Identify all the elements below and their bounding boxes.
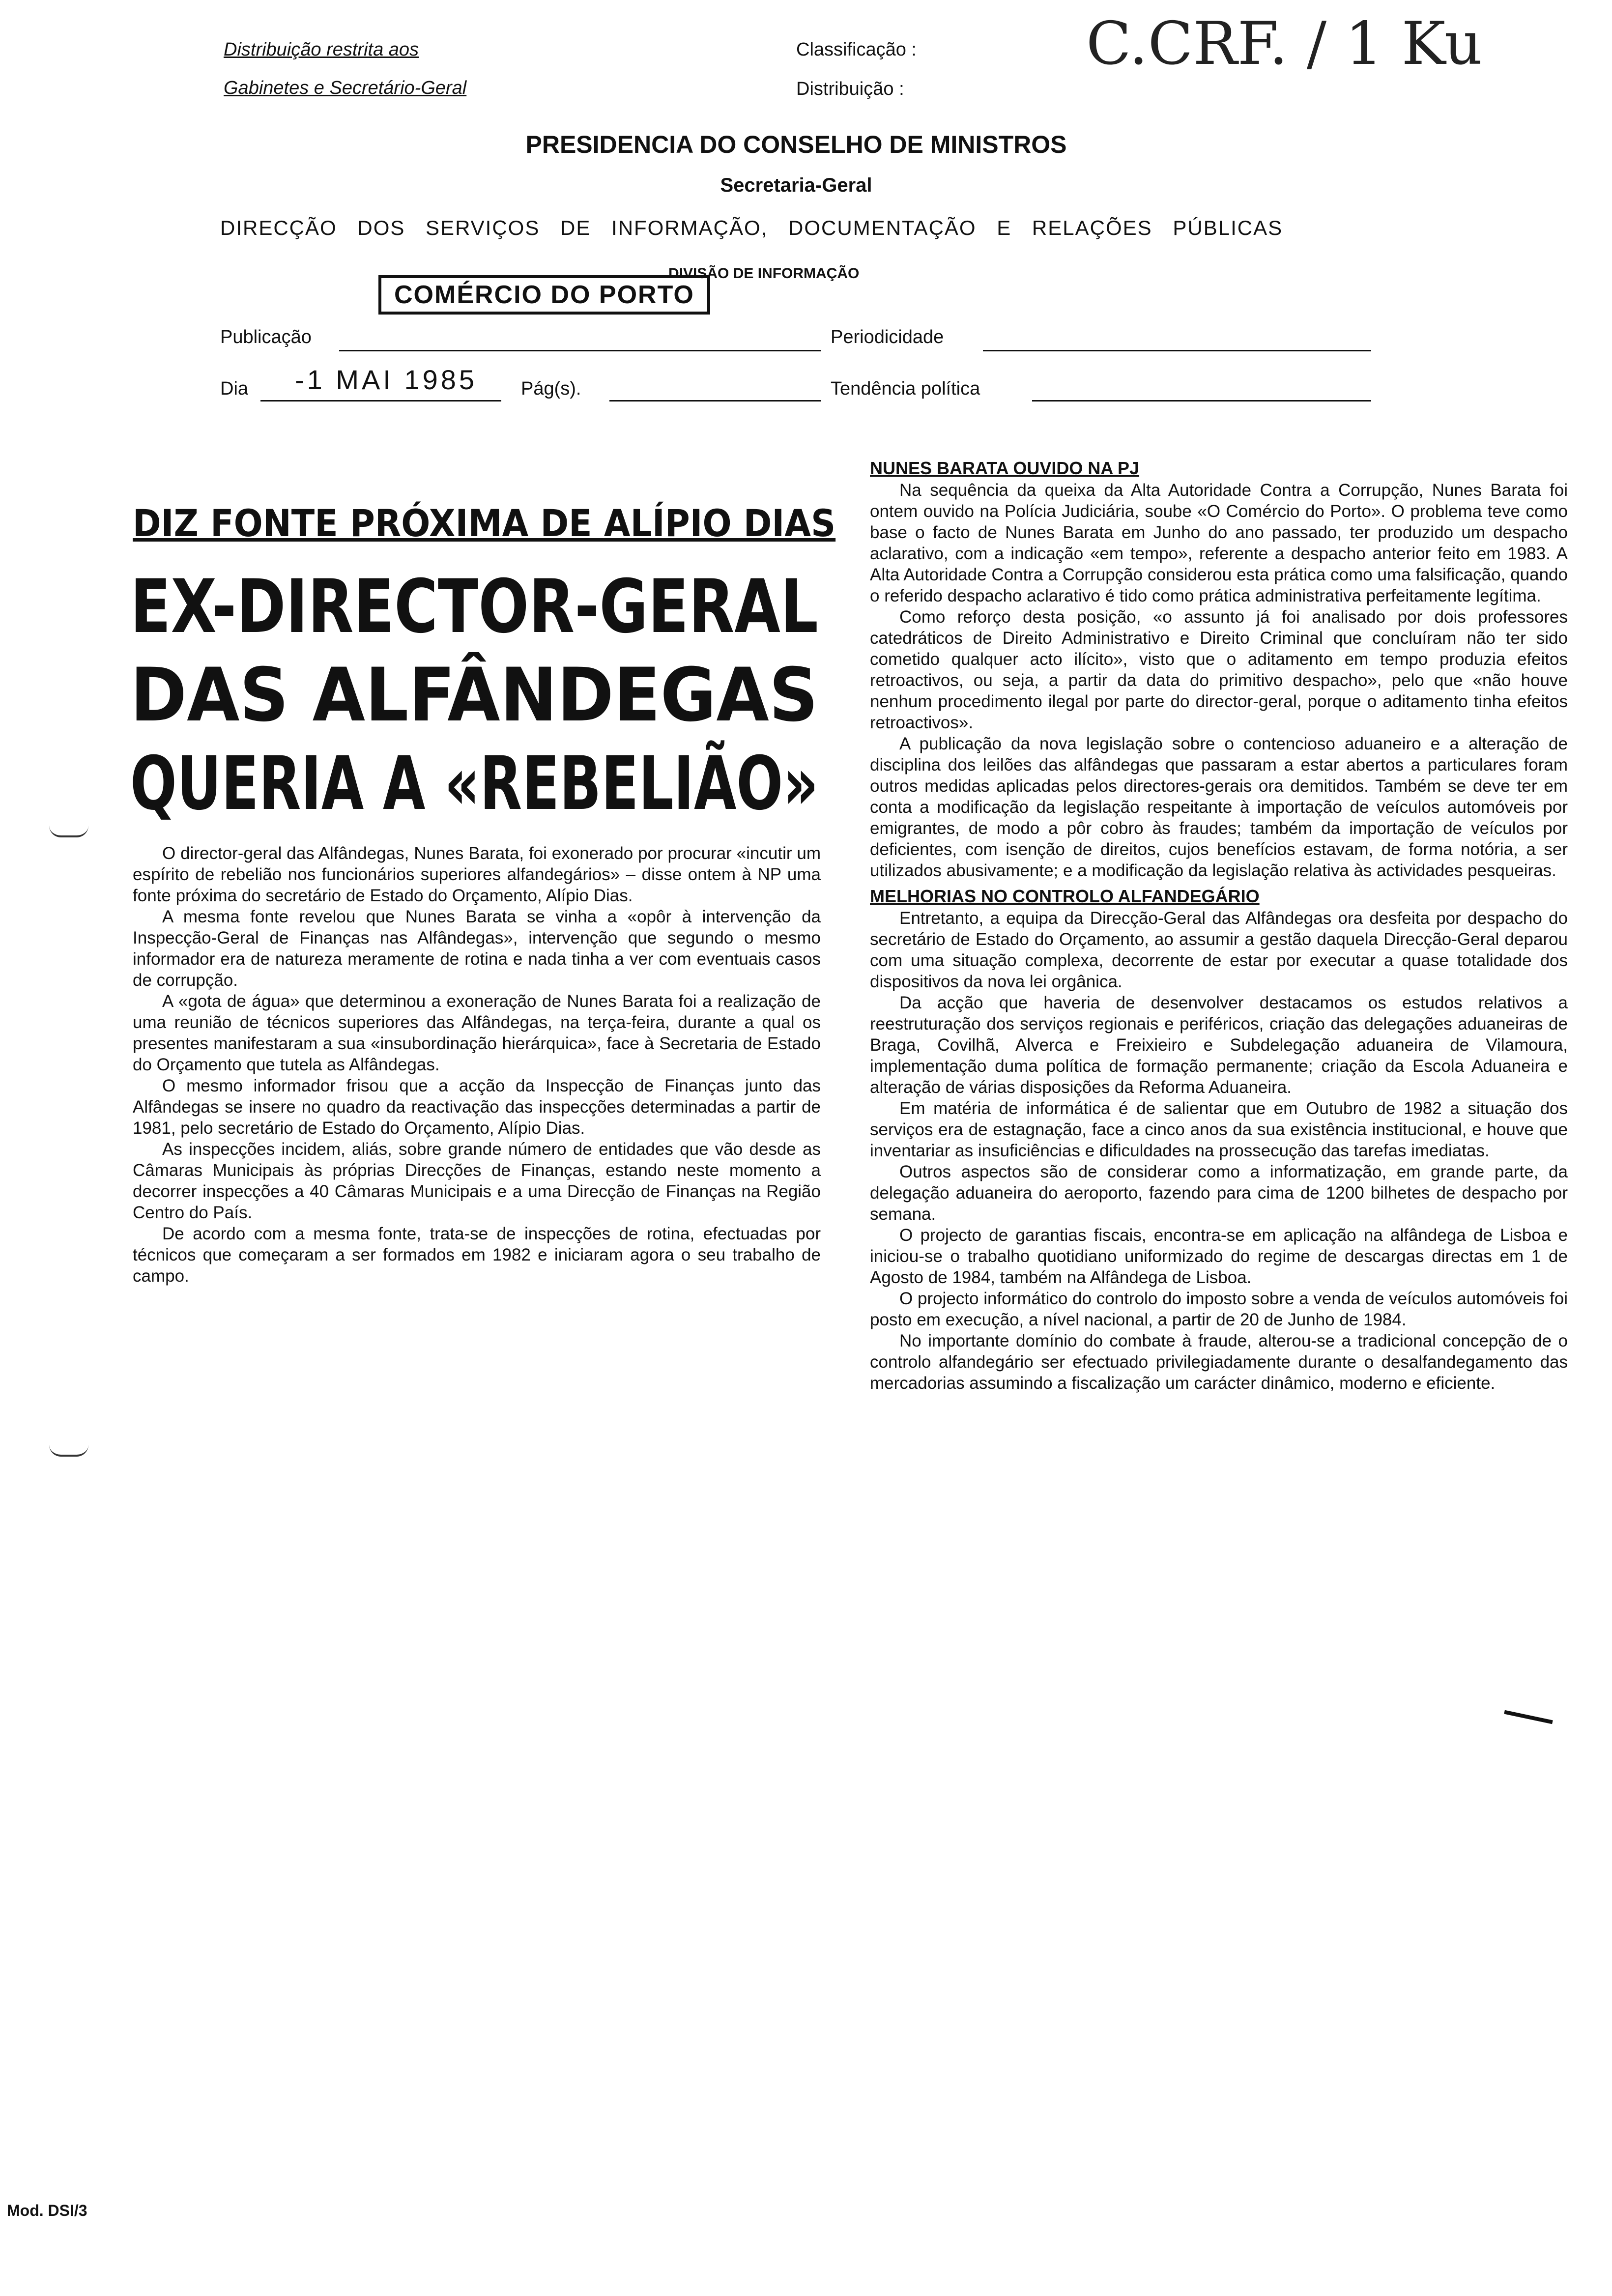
pages-line [609,400,821,402]
newspaper-stamp: COMÉRCIO DO PORTO [378,275,710,315]
periodicity-line [983,350,1371,351]
article-right-paragraph: Como reforço desta posição, «o assunto já foi analisado por dois professores catedráticos de Direito Administrativo e Direito Criminal que concluíram não ter sido cometido qualquer acto ilícito», visto que o aditamento em tempo produzia efeitos retroactivos, ou seja, a partir da data do primitivo despacho», pelo que «não houve nenhum procedimento ilegal por parte do director-geral, porque o aditamento tinha efeitos retroactivos». [870,607,1568,732]
handwritten-code: C.CRF. / 1 Ku [1086,10,1483,78]
model-code: Mod. DSI/3 [7,2202,87,2219]
article-left-paragraph: A «gota de água» que determinou a exoneração de Nunes Barata foi a realização de uma reunião de técnicos superiores das Alfândegas, na terça-feira, durante a qual os presentes manifestaram a sua «insubordinação hierárquica», face à Secretaria de Estado do Orçamento que tutela as Alfândegas. [133,992,821,1074]
division-label: DIVISÃO DE INFORMAÇÃO [668,265,860,282]
article-left-paragraph: O mesmo informador frisou que a acção da Inspecção de Finanças junto das Alfândegas se insere no quadro da reactivação das inspecções determinadas a partir de 1981, pelo secretário de Estado do Orçamento, Alípio Dias. [133,1076,821,1138]
article-left-paragraph: O director-geral das Alfândegas, Nunes Barata, foi exonerado por procurar «incutir um espírito de rebelião nos funcionários superiores alfandegários» – disse ontem à NP uma fonte próxima do secretário de Estado do Orçamento, Alípio Dias. [133,844,821,905]
restricted-distribution-line1: Distribuição restrita aos [224,39,419,60]
secretariat-title: Secretaria-Geral [720,174,872,196]
date-stamp: -1 MAI 1985 [295,364,478,395]
article-left-paragraph: As inspecções incidem, aliás, sobre grande número de entidades que vão desde as Câmaras Municipais às próprias Direcções de Finanças, estando neste momento a decorrer inspecções a 40 Câmaras Municipais e a uma Direcção de Finanças na Região Centro do País. [133,1140,821,1222]
article-headline-line2: DAS ALFÂNDEGAS [130,653,818,738]
day-label: Dia [220,378,249,399]
distribution-label: Distribuição : [796,79,904,99]
pages-label: Pág(s). [521,378,581,399]
article-right-subhead-pj: NUNES BARATA OUVIDO NA PJ [870,458,1140,478]
date-line [260,400,501,402]
scan-mark [49,826,88,837]
article-right-subhead-controlo: MELHORIAS NO CONTROLO ALFANDEGÁRIO [870,886,1260,906]
classification-label: Classificação : [796,39,917,60]
scan-mark [49,1445,88,1457]
article-right-paragraph: O projecto informático do controlo do imposto sobre a venda de veículos automóveis foi posto em execução, a nível nacional, a partir de 20 de Junho de 1984. [870,1289,1568,1329]
restricted-distribution-line2: Gabinetes e Secretário-Geral [224,78,467,98]
article-headline-line3: QUERIA A «REBELIÃO» [130,741,819,827]
article-right-paragraph: Na sequência da queixa da Alta Autoridade Contra a Corrupção, Nunes Barata foi ontem ouvido na Polícia Judiciária, soube «O Comércio do Porto». O problema teve como base o facto de Nunes Barata em Junho do ano passado, ter produzido um despacho aclarativo, com a indicação «em tempo», referente a despacho anterior feito em 1983. A Alta Autoridade Contra a Corrupção considerou esta prática como uma falsificação, quando o referido despacho aclarativo é tido como prática administrativa perfeitamente legítima. [870,481,1568,605]
article-right-paragraph: Da acção que haveria de desenvolver destacamos os estudos relativos a reestruturação dos serviços regionais e periféricos, criação das delegações aduaneiras de Braga, Covilhã, Alverca e Freixieiro e Subdelegação aduaneira de Vilamoura, implementação duma política de formação permanente; criação da Escola Aduaneira e alteração de várias disposições da Reforma Aduaneira. [870,993,1568,1097]
publication-label: Publicação [220,327,312,347]
article-right-paragraph: No importante domínio do combate à fraude, alterou-se a tradicional concepção de o controlo alfandegário ser efectuado privilegiadamente durante o desalfandegamento das mercadorias assumindo a fiscalização um carácter dinâmico, moderno e eficiente. [870,1331,1568,1393]
ministry-title: PRESIDENCIA DO CONSELHO DE MINISTROS [525,131,1067,158]
article-left-paragraph: A mesma fonte revelou que Nunes Barata se vinha a «opôr à intervenção da Inspecção-Geral de Finanças nas Alfândegas», intervenção que segundo o mesmo informador era de natureza meramente de rotina e nada tinha a ver com eventuais casos de corrupção. [133,907,821,990]
article-headline-line1: EX-DIRECTOR-GERAL [130,564,818,650]
end-mark [1504,1710,1553,1724]
article-left-paragraph: De acordo com a mesma fonte, trata-se de inspecções de rotina, efectuadas por técnicos que começaram a ser formados em 1982 e iniciaram agora o seu trabalho de campo. [133,1224,821,1286]
article-kicker: DIZ FONTE PRÓXIMA DE ALÍPIO DIAS [133,501,836,545]
article-right-paragraph: Em matéria de informática é de salientar que em Outubro de 1982 a situação dos serviços era de estagnação, face a cinco anos da sua existência institucional, e houve que inventariar as insuficiências e dificuldades na prossecução das tarefas imediatas. [870,1099,1568,1160]
tendency-label: Tendência política [831,378,980,399]
article-right-paragraph: Entretanto, a equipa da Direcção-Geral das Alfândegas ora desfeita por despacho do secretário de Estado do Orçamento, ao assumir a gestão daquela Direcção-Geral deparou com uma situação complexa, decorrente de estar por executar a quase totalidade dos dispositivos da nova lei orgânica. [870,909,1568,991]
publication-line [339,350,821,351]
article-right-paragraph: A publicação da nova legislação sobre o contencioso aduaneiro e a alteração de disciplina dos leilões das alfândegas que passaram a estar abertos a particulares foram outros medidas aplicadas pelos directores-gerais ora demitidos. Também se deve ter em conta a modificação da legislação respeitante à importação de veículos automóveis por emigrantes, de modo a pôr cobro às fraudes; também da importação de veículos por deficientes, com isenção de direitos, cujos benefícios estavam, de forma notória, a ser utilizados abusivamente; e a modificação da legislação relativa às actividades pesqueiras. [870,734,1568,880]
tendency-line [1032,400,1371,402]
article-right-paragraph: Outros aspectos são de considerar como a informatização, em grande parte, da delegação aduaneira do aeroporto, fazendo para cima de 1200 bilhetes de despacho por semana. [870,1162,1568,1224]
direction-title: DIRECÇÃO DOS SERVIÇOS DE INFORMAÇÃO, DOCUMENTAÇÃO E RELAÇÕES PÚBLICAS [220,216,1283,239]
article-right-paragraph: O projecto de garantias fiscais, encontra-se em aplicação na alfândega de Lisboa e iniciou-se o trabalho quotidiano uniformizado do regime de descargas directas em 1 de Agosto de 1984, também na Alfândega de Lisboa. [870,1226,1568,1287]
article-right-body [870,457,1568,1394]
periodicity-label: Periodicidade [831,327,944,347]
article-left-body [133,843,821,1287]
